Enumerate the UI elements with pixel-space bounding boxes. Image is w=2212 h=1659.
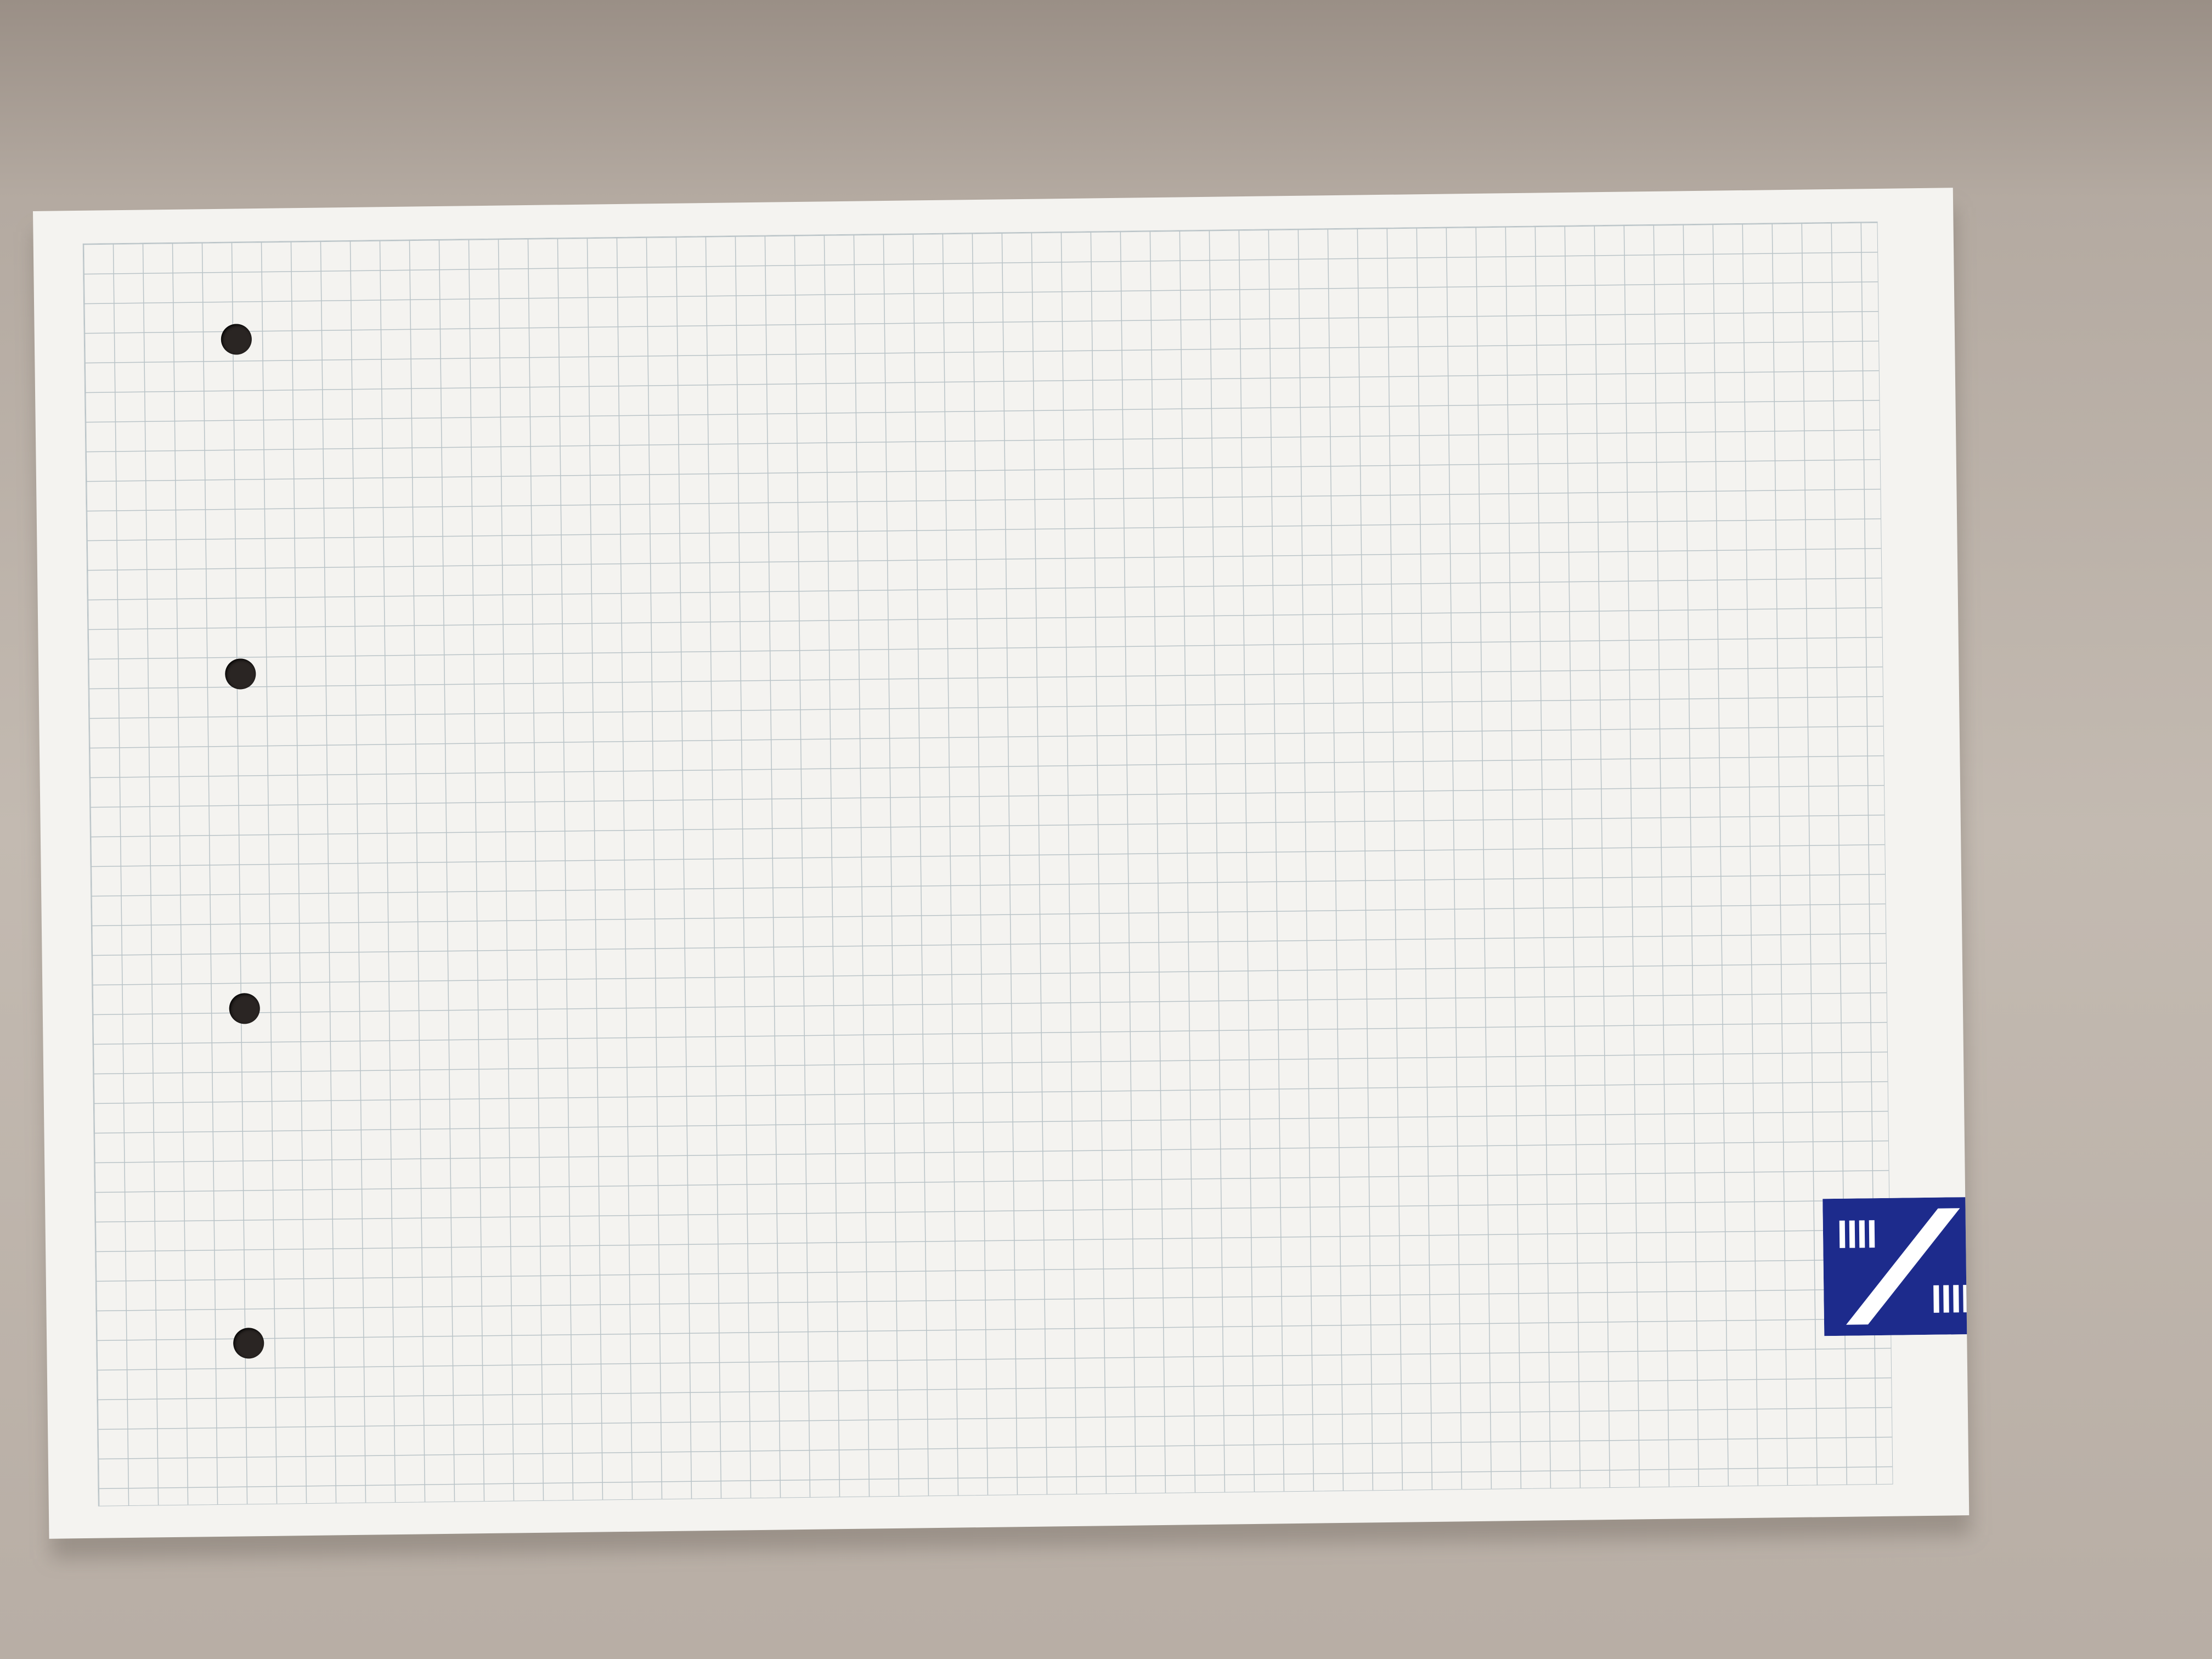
graph-grid xyxy=(83,222,1893,1506)
notebook-page xyxy=(33,188,1969,1539)
university-logo-icon xyxy=(1822,1197,1969,1336)
